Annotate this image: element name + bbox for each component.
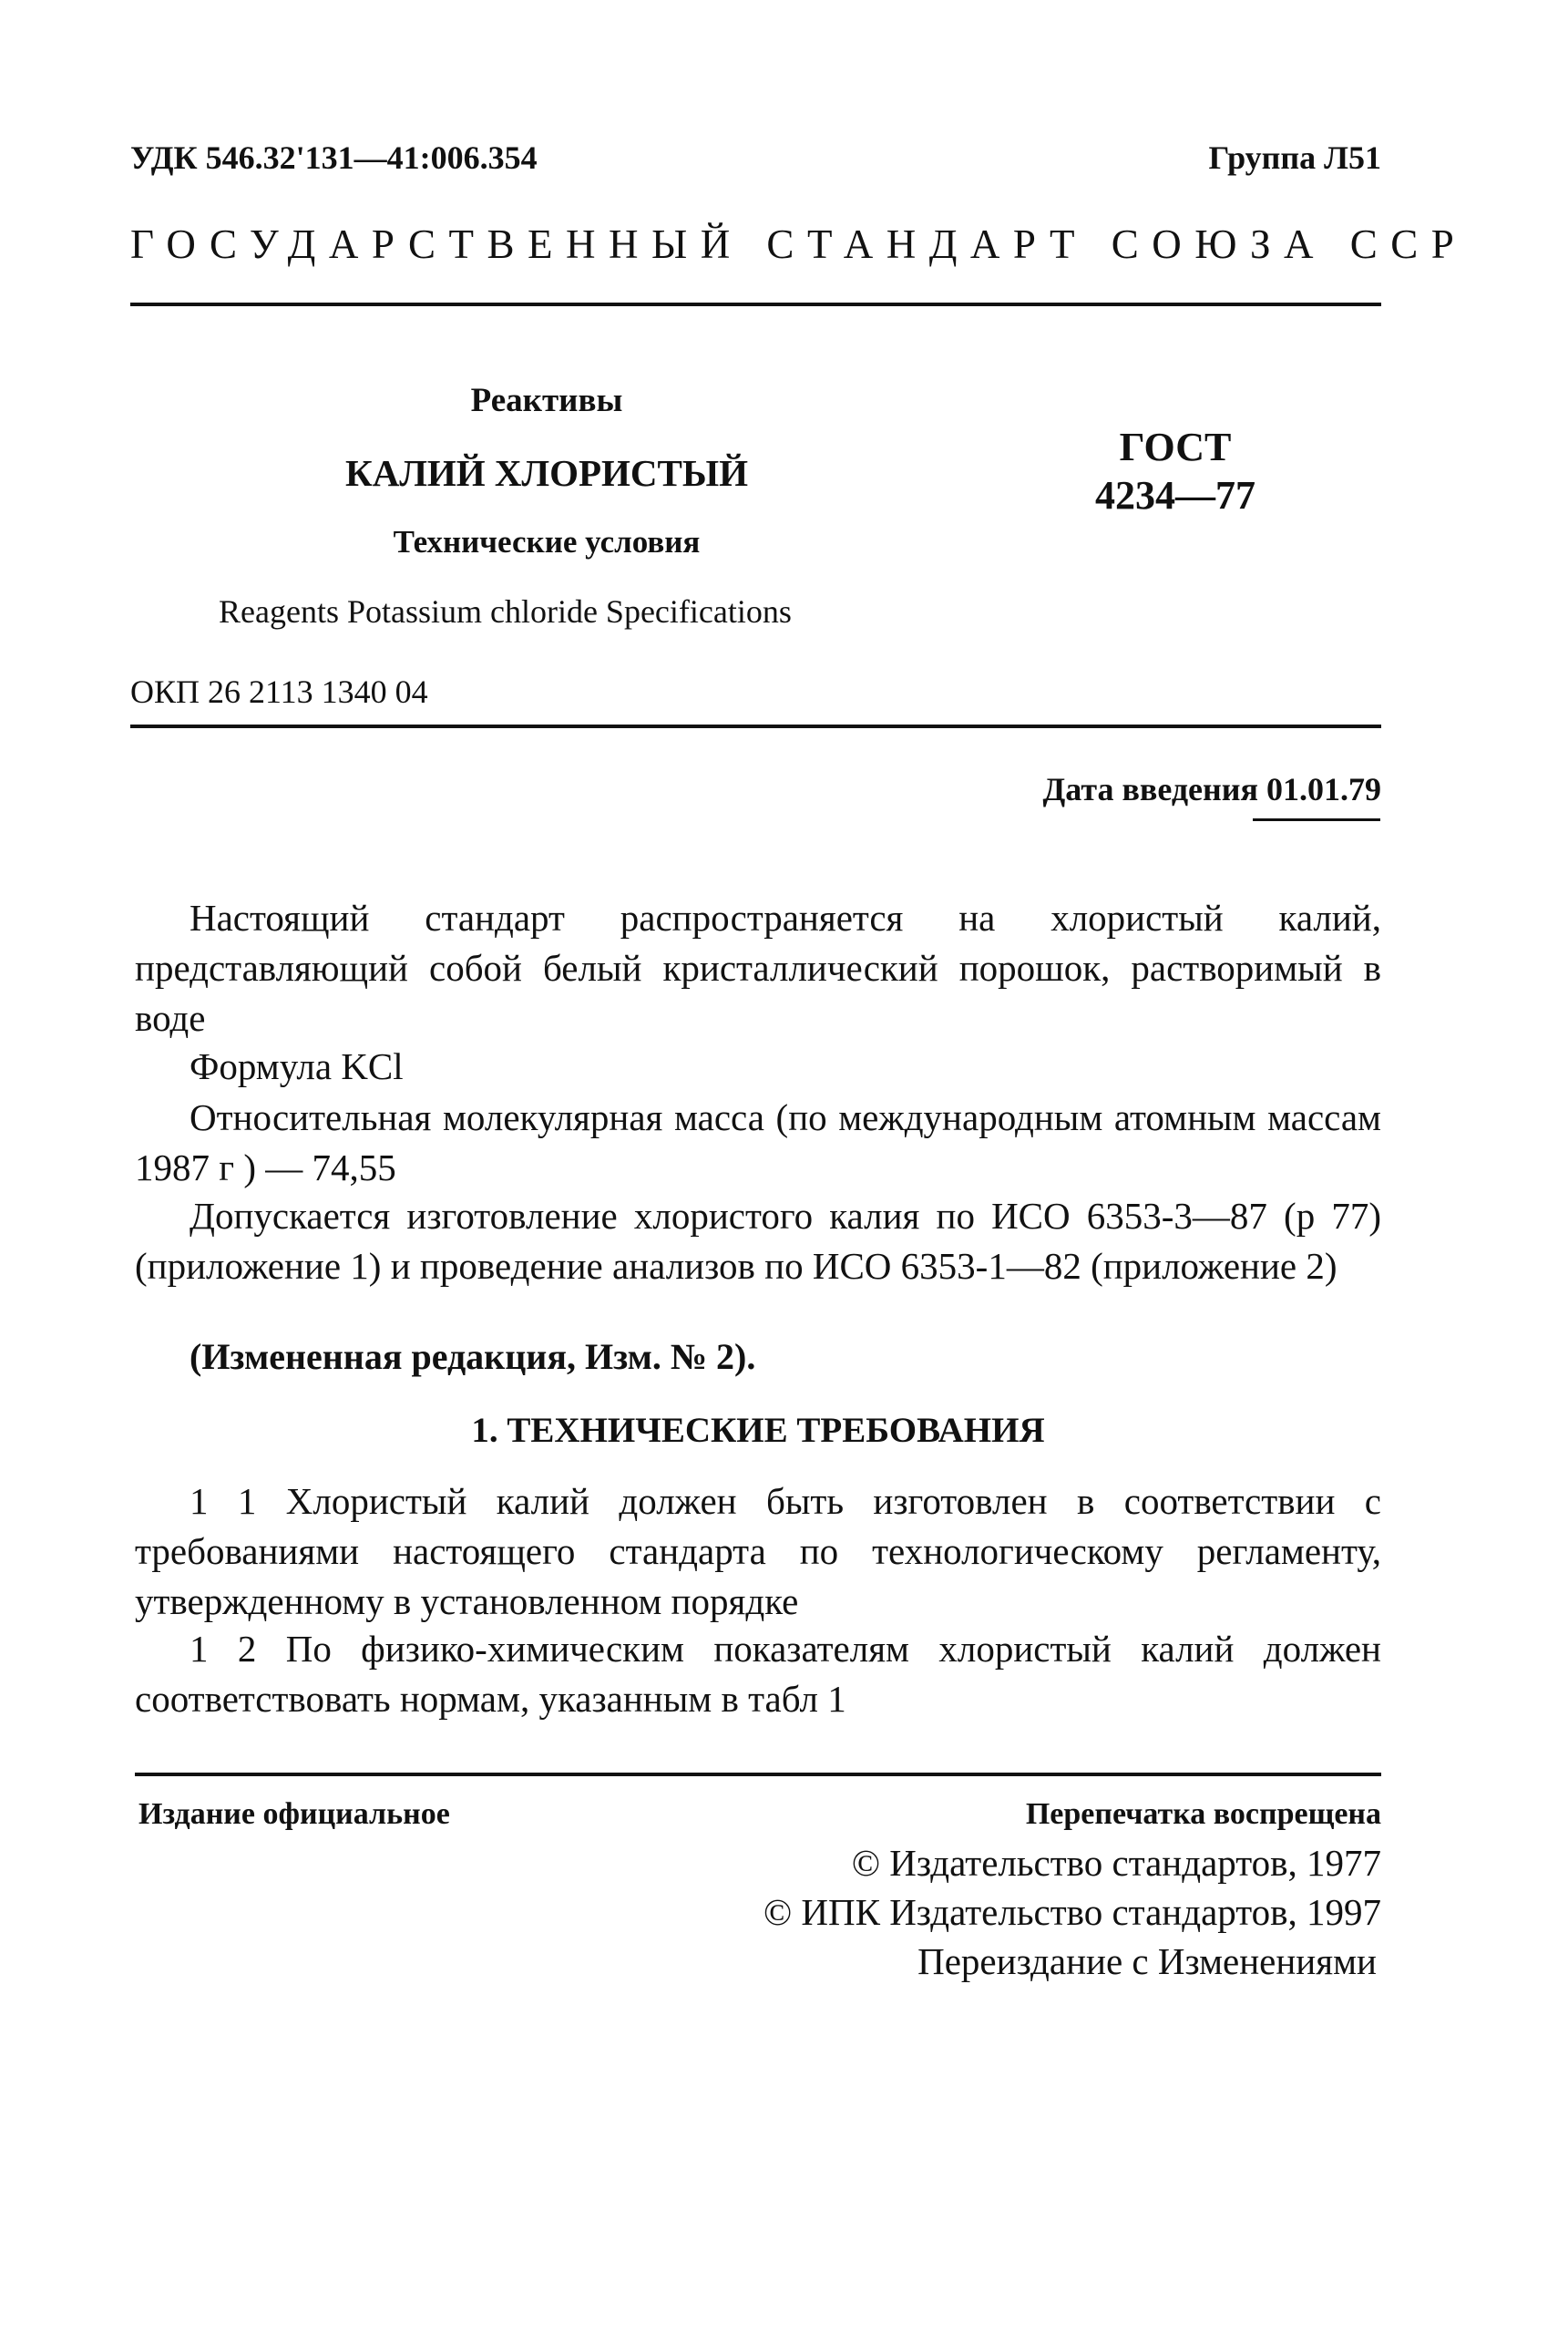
english-title: Reagents Potassium chloride Specifications xyxy=(219,593,792,630)
introduction-date-label: Дата введения xyxy=(1042,771,1258,807)
reagents-label: Реактивы xyxy=(470,382,623,419)
gost-number: 4234—77 xyxy=(1095,473,1255,518)
divider xyxy=(135,1773,1381,1776)
divider xyxy=(130,725,1381,728)
conditions-label: Технические условия xyxy=(393,524,701,560)
formula-line: Формула KCl xyxy=(190,1045,404,1087)
introduction-date xyxy=(1043,770,1382,808)
introduction-date-value: 01.01.79 xyxy=(1266,771,1381,807)
molar-mass-paragraph: Относительная молекулярная масса (по международным атомным массам 1987 г ) — 74,55 xyxy=(135,1096,1381,1188)
clause-1-2: 1 2 По физико-химическим показателям хлористый калий должен соответствовать нормам, указанным в табл 1 xyxy=(135,1628,1381,1720)
udk-code: УДК 546.32'131—41:006.354 xyxy=(130,139,538,176)
group-code: Группа Л51 xyxy=(1208,139,1381,176)
reprint-forbidden: Перепечатка воспрещена xyxy=(1025,1797,1381,1831)
okp-code: ОКП 26 2113 1340 04 xyxy=(130,673,428,710)
copyright-1997: © ИПК Издательство стандартов, 1997 xyxy=(763,1891,1381,1933)
reissue-note: Переиздание с Изменениями xyxy=(917,1940,1377,1982)
iso-paragraph: Допускается изготовление хлористого калия по ИСО 6353-3—87 (р 77) (приложение 1) и проведение анализов по ИСО 6353-1—82 (приложение 2) xyxy=(135,1195,1381,1287)
copyright-1977: © Издательство стандартов, 1977 xyxy=(851,1842,1381,1884)
clause-1-1: 1 1 Хлористый калий должен быть изготовлен в соответствии с требованиями настоящего стандарта по технологическому регламенту, утвержденному в установленном порядке xyxy=(135,1480,1381,1622)
intro-paragraph: Настоящий стандарт распространяется на хлористый калий, представляющий собой белый кристаллический порошок, растворимый в воде xyxy=(135,897,1381,1039)
official-edition: Издание официальное xyxy=(138,1797,450,1831)
divider xyxy=(130,303,1381,306)
section-title: 1. ТЕХНИЧЕСКИЕ ТРЕБОВАНИЯ xyxy=(471,1411,1045,1450)
amendment-note: (Измененная редакция, Изм. № 2). xyxy=(190,1336,756,1377)
date-underline xyxy=(1253,818,1380,821)
gost-label: ГОСТ xyxy=(1119,425,1232,469)
product-title: КАЛИЙ ХЛОРИСТЫЙ xyxy=(344,452,748,494)
state-standard-heading: ГОСУДАРСТВЕННЫЙ СТАНДАРТ СОЮЗА ССР xyxy=(130,221,1468,267)
